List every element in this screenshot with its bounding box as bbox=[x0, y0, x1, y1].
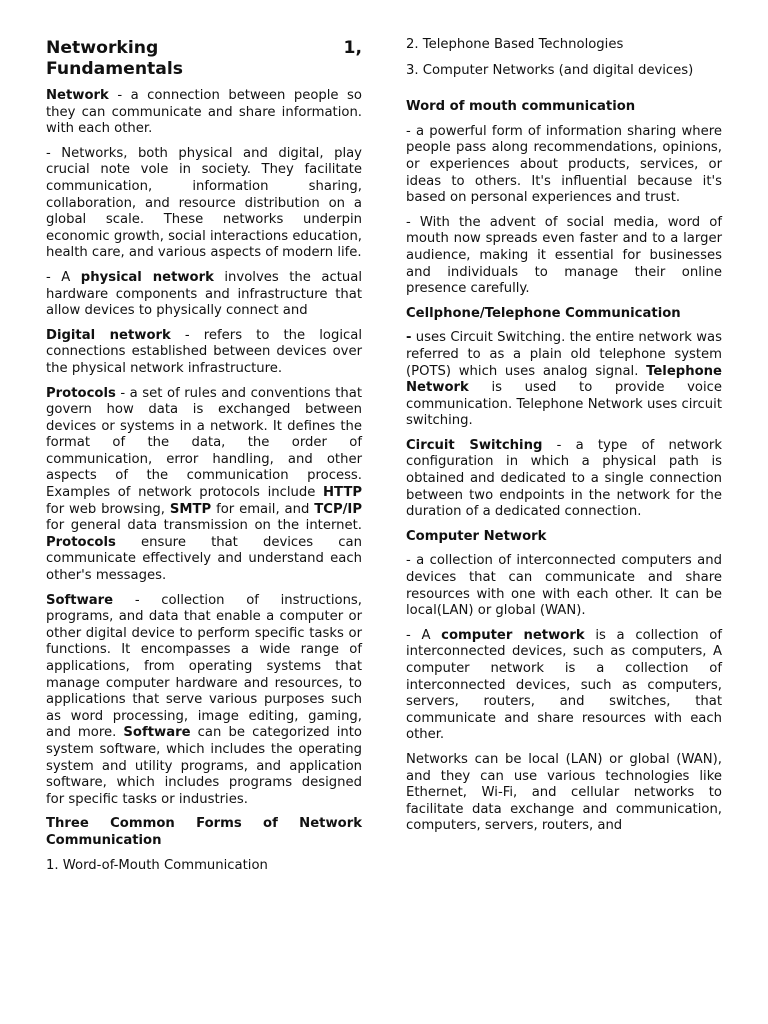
list-item-computer-networks: 3. Computer Networks (and digital devices) bbox=[406, 62, 694, 78]
cellphone-heading: Cellphone/Telephone Communication bbox=[406, 305, 681, 321]
digital-network-paragraph: Digital network - refers to the logical connections established between devices over the physical network infrastructure. bbox=[46, 327, 362, 376]
title-word-networking: Networking bbox=[46, 38, 159, 58]
protocols-term: Protocols bbox=[46, 385, 116, 401]
computer-network-paragraph-3: Networks can be local (LAN) or global (WAN), and they can use various technologies like Ethernet, Wi-Fi, and cellular networks to facilitate data exchange and communication, computers, servers, routers, and bbox=[406, 751, 722, 834]
list-item-telephone: 2. Telephone Based Technologies bbox=[406, 37, 624, 52]
protocols-paragraph: Protocols - a set of rules and conventions that govern how data is exchanged between devices or systems in a network. It defines the format of the data, the order of communication, error handling, and other aspects of the communication process. Examples of network protocols include HTTP for web browsing, SMTP for email, and TCP/IP for general data transmission on the internet. Protocols ensure that devices can communicate effectively and understand each other's messages. bbox=[46, 385, 362, 584]
left-column bbox=[46, 38, 362, 883]
physical-network-paragraph: - A physical network involves the actual hardware components and infrastructure that allow devices to physically connect and bbox=[46, 269, 362, 319]
digital-network-term: Digital network bbox=[46, 327, 171, 343]
software-term: Software bbox=[46, 592, 114, 608]
word-of-mouth-paragraph-2: - With the advent of social media, word of mouth now spreads even faster and to a larger audience, making it essential for businesses and individuals to manage their online presence carefully. bbox=[406, 214, 722, 297]
networks-role-paragraph: - Networks, both physical and digital, play crucial note vole in society. They facilitate communication, information sharing, collaboration, and resource distribution on a global scale. These networks underpin economic growth, social interactions education, health care, and various aspects of modern life. bbox=[46, 145, 362, 261]
title-word-fundamentals: Fundamentals bbox=[46, 58, 183, 79]
physical-network-term: physical network bbox=[80, 269, 214, 285]
forms-heading: Three Common Forms of Network Communication bbox=[46, 816, 362, 848]
computer-network-term: computer network bbox=[441, 627, 585, 643]
cellphone-paragraph: - uses Circuit Switching. the entire network was referred to as a plain old telephone system (POTS) which uses analog signal. Telephone Network is used to provide voice communication. Telephone Network uses circuit switching. bbox=[406, 330, 722, 429]
computer-network-heading: Computer Network bbox=[406, 528, 547, 544]
network-term: Network bbox=[46, 88, 109, 103]
document-title bbox=[46, 38, 362, 59]
computer-network-paragraph-1: - a collection of interconnected computers and devices that can communicate and share resources with one with each other. It can be local(LAN) or global (WAN). bbox=[406, 553, 722, 619]
software-paragraph: Software - collection of instructions, programs, and data that enable a computer or other digital device to perform specific tasks or functions. It encompasses a wide range of applications, from operating systems that manage computer hardware and resources, to applications that serve various purposes such as word processing, image editing, gaming, and more. Software can be categorized into system software, which includes the operating system and utility programs, and application software, which includes programs designed for specific tasks or industries. bbox=[46, 592, 362, 807]
circuit-switching-paragraph: Circuit Switching - a type of network configuration in which a physical path is obtained and dedicated to a single connection between two endpoints in the network for the duration of a dedicated connection. bbox=[406, 437, 722, 520]
network-definition: Network - a connection between people so they can communicate and share information. with each other. bbox=[46, 88, 362, 137]
circuit-switching-term: Circuit Switching bbox=[406, 437, 543, 453]
word-of-mouth-paragraph-1: - a powerful form of information sharing where people pass along recommendations, opinions, or experiences about products, services, or ideas to others. It's influential because it's based on personal experiences and trust. bbox=[406, 123, 722, 206]
list-item-word-of-mouth: 1. Word-of-Mouth Communication bbox=[46, 857, 268, 873]
title-number: 1, bbox=[343, 38, 362, 58]
right-column bbox=[406, 38, 722, 843]
telephone-network-term: Telephone Network bbox=[406, 363, 722, 396]
word-of-mouth-heading: Word of mouth communication bbox=[406, 99, 636, 115]
computer-network-paragraph-2: - A computer network is a collection of interconnected devices, such as computers, A computer network is a collection of interconnected devices, such as computers, servers, routers, and switches, that communicate and share resources with each other. bbox=[406, 627, 722, 743]
